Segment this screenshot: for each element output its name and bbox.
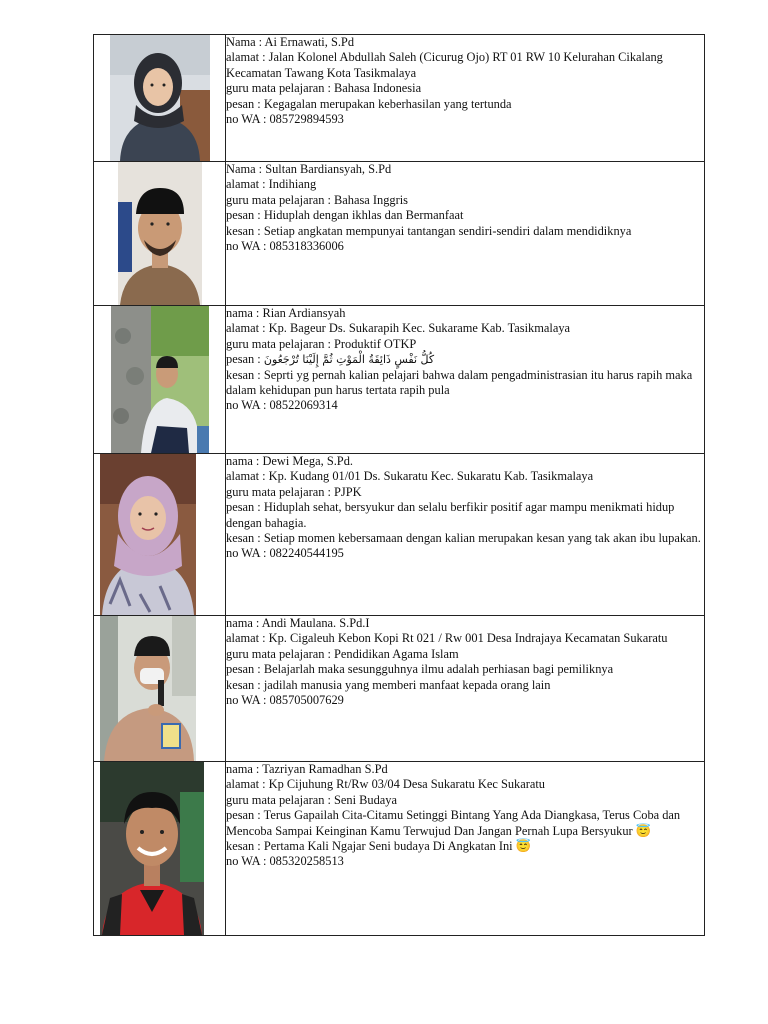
- teacher-name: Nama : Ai Ernawati, S.Pd: [226, 35, 355, 49]
- arabic-verse: كُلُّ نَفْسٍ ذَائِقَةُ الْمَوْتِ ثُمَّ إِلَيْنَا تُرْجَعُونَ: [263, 353, 435, 367]
- teacher-whatsapp: no WA : 085320258513: [226, 854, 344, 869]
- teacher-subject: guru mata pelajaran : Bahasa Indonesia: [226, 81, 422, 96]
- teacher-info: [226, 616, 705, 762]
- teacher-whatsapp: no WA : 085318336006: [226, 239, 344, 254]
- table-row: [94, 35, 705, 162]
- teacher-info: [226, 162, 705, 306]
- teacher-impression: kesan : Pertama Kali Ngajar Seni budaya Di Angkatan Ini 😇: [226, 839, 532, 854]
- teacher-impression: kesan : Setiap angkatan mempunyai tantangan sendiri-sendiri dalam mendidiknya: [226, 223, 632, 238]
- teacher-subject: guru mata pelajaran : Bahasa Inggris: [226, 192, 409, 207]
- table-row: [94, 454, 705, 616]
- teacher-impression: kesan : jadilah manusia yang memberi manfaat kepada orang lain: [226, 677, 551, 692]
- teacher-message: pesan : Belajarlah maka sesungguhnya ilmu adalah perhiasan bagi pemiliknya: [226, 662, 614, 677]
- teacher-impression: kesan : Setiap momen kebersamaan dengan kalian merupakan kesan yang tak akan ibu lupakan.: [226, 531, 701, 546]
- teacher-name: Nama : Sultan Bardiansyah, S.Pd: [226, 162, 392, 176]
- teacher-whatsapp: no WA : 085729894593: [226, 112, 344, 127]
- teacher-photo: [118, 162, 202, 305]
- teacher-address: alamat : Kp. Cigaleuh Kebon Kopi Rt 021 / Rw 001 Desa Indrajaya Kecamatan Sukaratu: [226, 631, 668, 646]
- teacher-message: pesan : Terus Gapailah Cita-Citamu Setinggi Bintang Yang Ada Diangkasa, Terus Coba dan Mencoba Sampai Keinginan Kamu Terwujud Dan Jangan Pernah Lupa Bersyukur 😇: [226, 808, 681, 838]
- teacher-photo: [111, 306, 209, 453]
- photo-cell: [94, 616, 226, 762]
- teacher-address: alamat : Kp. Kudang 01/01 Ds. Sukaratu Kec. Sukaratu Kab. Tasikmalaya: [226, 469, 594, 484]
- teacher-subject: guru mata pelajaran : Pendidikan Agama Islam: [226, 646, 459, 661]
- teacher-message: pesan : Kegagalan merupakan keberhasilan yang tertunda: [226, 96, 512, 111]
- teacher-photo: [110, 35, 210, 161]
- teacher-impression: kesan : Seprti yg pernah kalian pelajari bahwa dalam pengadministrasian itu harus rapih maka dalam kehidupan pun harus tertata rapih pula: [226, 367, 693, 398]
- message-label: pesan :: [226, 352, 264, 367]
- teacher-address: alamat : Kp Cijuhung Rt/Rw 03/04 Desa Sukaratu Kec Sukaratu: [226, 777, 546, 792]
- table-row: [94, 162, 705, 306]
- teacher-address: alamat : Kp. Bageur Ds. Sukarapih Kec. Sukarame Kab. Tasikmalaya: [226, 321, 571, 336]
- teacher-subject: guru mata pelajaran : Produktif OTKP: [226, 336, 417, 351]
- teacher-photo: [100, 454, 196, 615]
- photo-cell: [94, 35, 226, 162]
- teacher-subject: guru mata pelajaran : Seni Budaya: [226, 792, 398, 807]
- teacher-name: nama : Dewi Mega, S.Pd.: [226, 454, 353, 468]
- teacher-message: pesan : Hiduplah sehat, bersyukur dan selalu berfikir positif agar mampu menikmati hidup dengan bahagia.: [226, 500, 675, 530]
- teacher-name: nama : Andi Maulana. S.Pd.I: [226, 616, 370, 630]
- table-row: [94, 762, 705, 936]
- teacher-message: [226, 352, 704, 367]
- teacher-whatsapp: no WA : 082240544195: [226, 546, 344, 561]
- teacher-message: pesan : Hiduplah dengan ikhlas dan Bermanfaat: [226, 208, 464, 223]
- photo-cell: [94, 454, 226, 616]
- photo-cell: [94, 762, 226, 936]
- table-row: [94, 306, 705, 454]
- teacher-address: alamat : Indihiang: [226, 177, 317, 192]
- teacher-info: [226, 35, 705, 162]
- photo-cell: [94, 306, 226, 454]
- teacher-name: nama : Tazriyan Ramadhan S.Pd: [226, 762, 388, 776]
- table-row: [94, 616, 705, 762]
- teacher-roster-table: [93, 34, 705, 936]
- photo-cell: [94, 162, 226, 306]
- teacher-address: alamat : Jalan Kolonel Abdullah Saleh (Cicurug Ojo) RT 01 RW 10 Kelurahan Cikalang Kecamatan Tawang Kota Tasikmalaya: [226, 50, 663, 80]
- teacher-whatsapp: no WA : 08522069314: [226, 398, 338, 413]
- teacher-info: [226, 454, 705, 616]
- teacher-subject: guru mata pelajaran : PJPK: [226, 484, 362, 499]
- teacher-name: nama : Rian Ardiansyah: [226, 306, 346, 320]
- teacher-whatsapp: no WA : 085705007629: [226, 693, 344, 708]
- teacher-photo: [100, 762, 204, 935]
- teacher-info: [226, 306, 705, 454]
- teacher-photo: [100, 616, 196, 761]
- teacher-info: [226, 762, 705, 936]
